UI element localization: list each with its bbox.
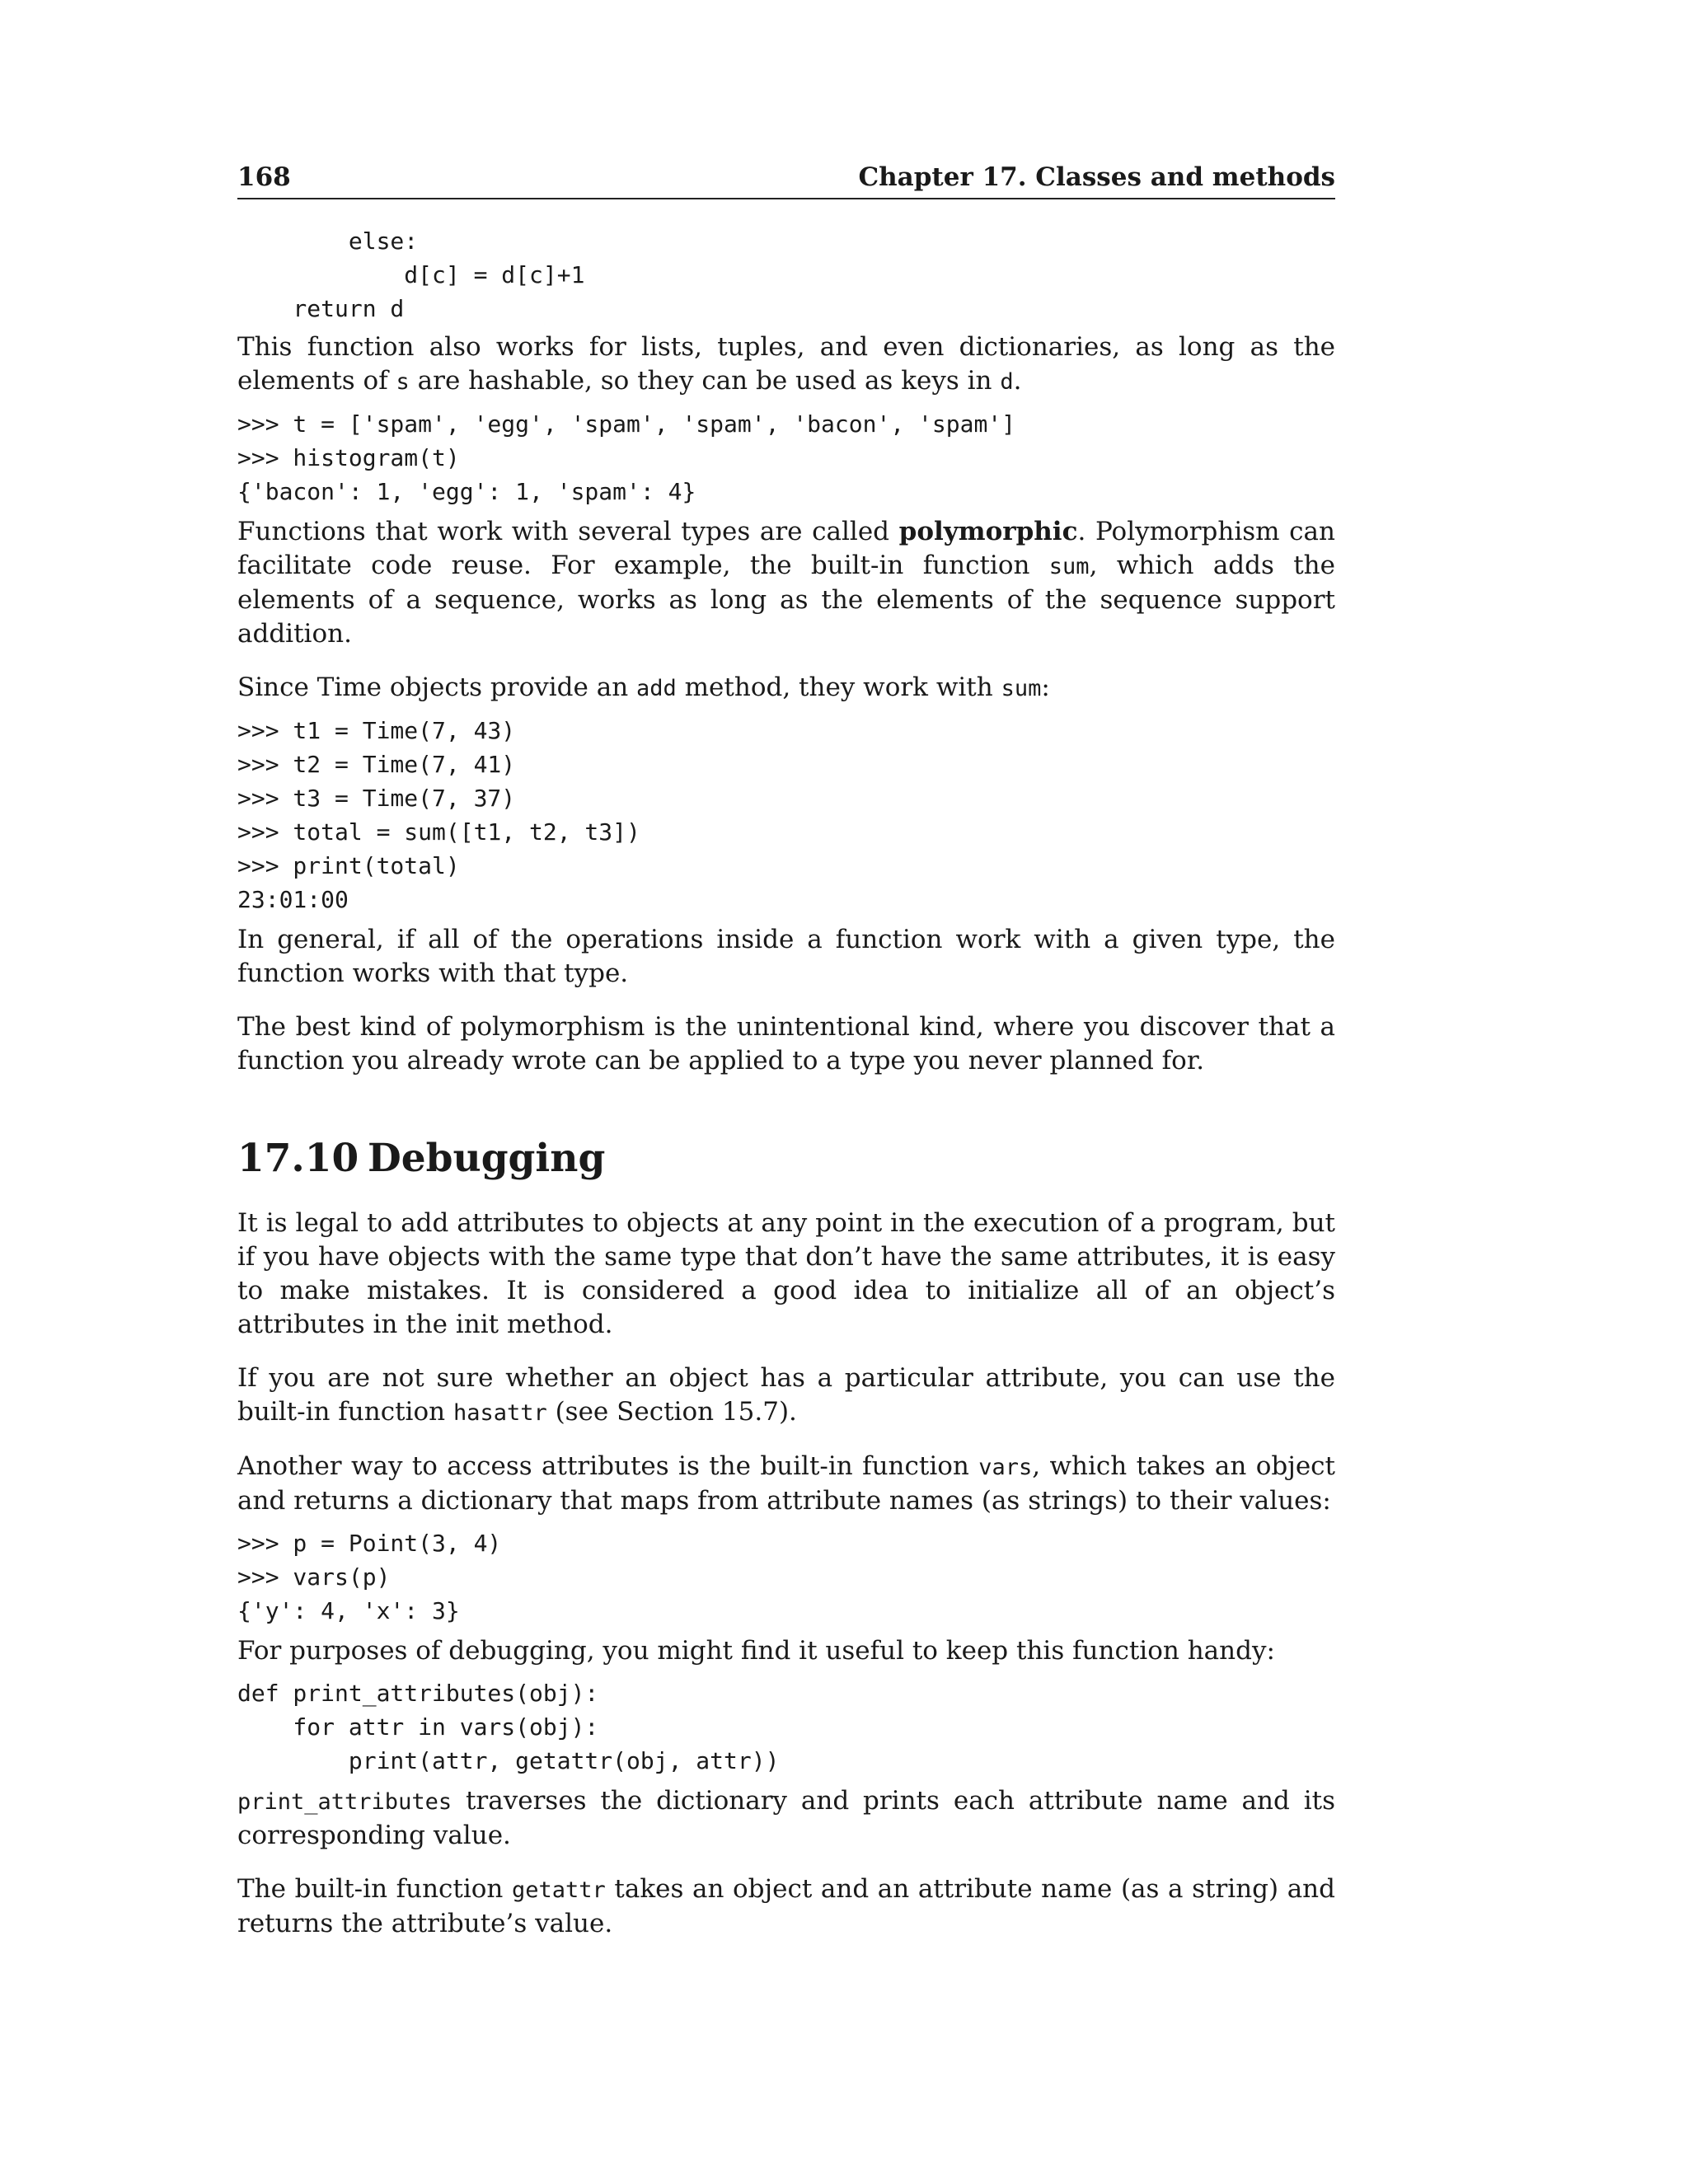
code-block-histogram-end: else: d[c] = d[c]+1 return d (293, 227, 585, 322)
code-block-print-attributes: def print_attributes(obj): for attr in vars(obj): print(attr, getattr(obj, attr)) (237, 1680, 780, 1774)
paragraph-time-sum: Since Time objects provide an add method, they work with sum: (237, 673, 1050, 702)
code-block-vars: >>> p = Point(3, 4) >>> vars(p) {'y': 4, 'x': 3} (237, 1530, 502, 1624)
paragraph-hasattr: If you are not sure whether an object has a particular attribute, you can use the built-in function hasattr (see Section 15.7). (237, 1363, 1335, 1427)
paragraph-hashable: This function also works for lists, tuples, and even dictionaries, as long as the elements of s are hashable, so they can be used as keys in d. (237, 332, 1335, 396)
book-page (237, 162, 1335, 1941)
chapter-title: Chapter 17. Classes and methods (858, 162, 1335, 192)
section-title: Debugging (368, 1136, 606, 1181)
paragraph-vars: Another way to access attributes is the built-in function vars, which takes an object and returns a dictionary that maps from attribute names (as strings) to their values: (237, 1451, 1335, 1516)
paragraph-unintentional: The best kind of polymorphism is the unintentional kind, where you discover that a function you already wrote can be applied to a type you never planned for. (237, 1012, 1335, 1076)
paragraph-traverses: print_attributes traverses the dictionary and prints each attribute name and its corresponding value. (237, 1786, 1335, 1850)
section-number: 17.10 (237, 1136, 359, 1181)
paragraph-debugging-handy: For purposes of debugging, you might find it useful to keep this function handy: (237, 1636, 1275, 1666)
page-number: 168 (237, 162, 291, 192)
section-heading (237, 1136, 1335, 1182)
paragraph-polymorphic: Functions that work with several types are called polymorphic. Polymorphism can facilitate code reuse. For example, the built-in function sum, which adds the elements of a sequence, works as long as the elements of the sequence support addition. (237, 517, 1335, 649)
paragraph-general: In general, if all of the operations inside a function work with a given type, the function works with that type. (237, 925, 1335, 988)
paragraph-legal-attributes: It is legal to add attributes to objects at any point in the execution of a program, but if you have objects with the same type that don’t have the same attributes, it is easy to make mistakes. It is considered a good idea to initialize all of an object’s attributes in the init method. (237, 1208, 1335, 1339)
paragraph-getattr: The built-in function getattr takes an object and an attribute name (as a string) and returns the attribute’s value. (237, 1874, 1335, 1938)
code-block-time-sum: >>> t1 = Time(7, 43) >>> t2 = Time(7, 41) >>> t3 = Time(7, 37) >>> total = sum([t1, t2, t3]) >>> print(total) 23:01:00 (237, 717, 640, 913)
code-block-histogram-call: >>> t = ['spam', 'egg', 'spam', 'spam', 'bacon', 'spam'] >>> histogram(t) {'bacon': 1, 'egg': 1, 'spam': 4} (237, 410, 1016, 505)
running-header (237, 162, 1335, 199)
